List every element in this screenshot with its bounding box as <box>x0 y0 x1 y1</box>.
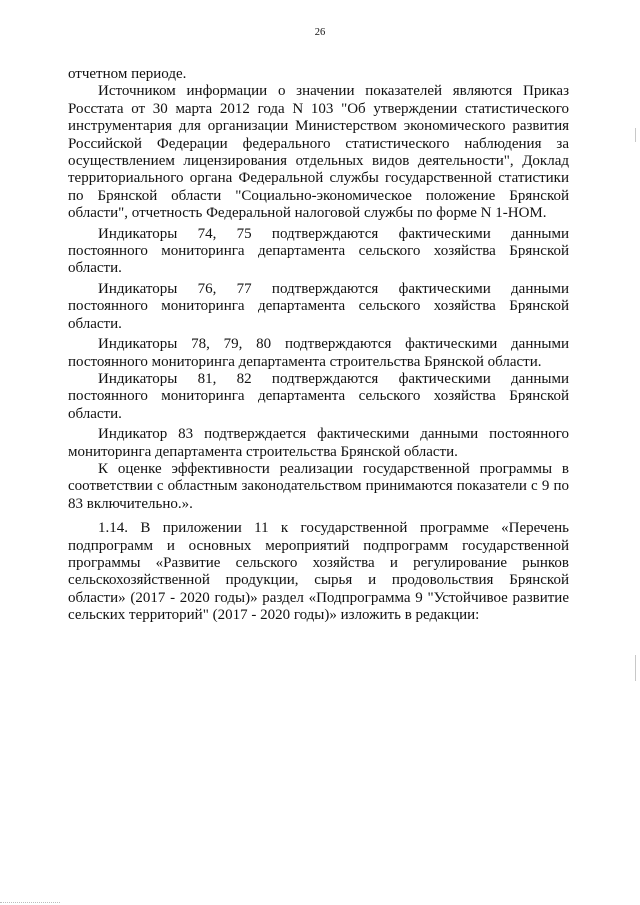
paragraph-indicator-83: Индикатор 83 подтверждается фактическими данными постоянного мониторинга департамента строительства Брянской области. <box>68 426 569 460</box>
paragraph-indicators-81-82: Индикаторы 81, 82 подтверждаются фактическими данными постоянного мониторинга департамента сельского хозяйства Брянской области. <box>68 370 569 422</box>
paragraph-information-sources: Источником информации о значении показателей являются Приказ Росстата от 30 марта 2012 года N 103 "Об утверждении статистического инструментария для организации Министерством экономического развития Российской Федерации федерального статистического наблюдения за осуществлением лицензирования отдельных видов деятельности", Доклад территориального органа Федеральной службы государственной статистики по Брянской области "Социально-экономическое положение Брянской области", отчетность Федеральной налоговой службы по форме N 1-НОМ. <box>68 83 569 222</box>
paragraph-continuation: отчетном периоде. <box>68 66 187 82</box>
paragraph-indicators-76-77: Индикаторы 76, 77 подтверждаются фактическими данными постоянного мониторинга департамента сельского хозяйства Брянской области. <box>68 280 569 332</box>
paragraph-indicators-78-80: Индикаторы 78, 79, 80 подтверждаются фактическими данными постоянного мониторинга департамента строительства Брянской области. <box>68 336 569 370</box>
scan-bottom-line <box>0 902 60 903</box>
paragraph-section-1-14: 1.14. В приложении 11 к государственной программе «Перечень подпрограмм и основных мероприятий подпрограмм государственной программы «Развитие сельского хозяйства и регулирование рынков сельскохозяйственной продукции, сырья и продовольствия Брянской области» (2017 - 2020 годы)» раздел «Подпрограмма 9 "Устойчивое развитие сельских территорий" (2017 - 2020 годы)» изложить в редакции: <box>68 520 569 624</box>
paragraph-indicators-74-75: Индикаторы 74, 75 подтверждаются фактическими данными постоянного мониторинга департамента сельского хозяйства Брянской области. <box>68 225 569 277</box>
scan-edge-mark <box>635 655 636 681</box>
document-body <box>68 66 569 625</box>
paragraph-efficiency-assessment: К оценке эффективности реализации государственной программы в соответствии с областным законодательством принимаются показатели с 9 по 83 включительно.». <box>68 460 569 512</box>
page-number: 26 <box>314 27 326 38</box>
scan-edge-mark <box>635 128 636 142</box>
